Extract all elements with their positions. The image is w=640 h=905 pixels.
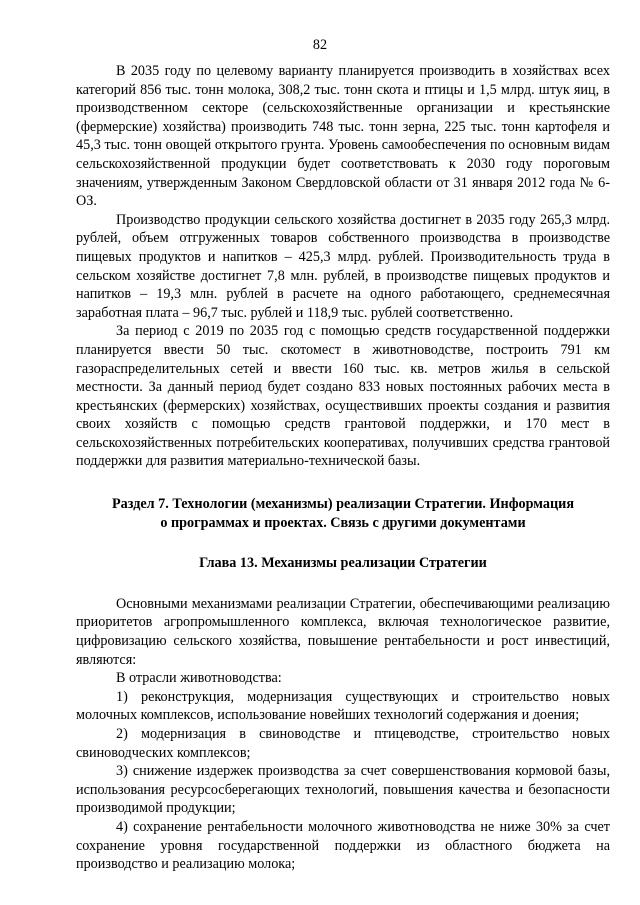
chapter-heading: Глава 13. Механизмы реализации Стратегии: [199, 555, 487, 572]
list-item-3: 3) снижение издержек производства за счет совершенствования кормовой базы, использования ресурсосберегающих технологий, повышения качества и безопасности производимой продукции;: [76, 763, 610, 817]
list-item-4: 4) сохранение рентабельности молочного животноводства не ниже 30% за счет сохранение уровня государственной поддержки из областного бюджета на производство и реализацию молока;: [76, 818, 610, 873]
page-body: [76, 62, 610, 874]
paragraph-state-support: За период с 2019 по 2035 год с помощью средств государственной поддержки планируется ввести 50 тыс. скотомест в животноводстве, построить 791 км газораспределительных сетей и ввести 160 тыс. кв. метров жилья в сельской местности. За данный период будет создано 833 новых постоянных рабочих места в крестьянских (фермерских) хозяйствах, осуществивших проекты создания и развития своих хозяйств с помощью средств грантовой поддержки, и 170 мест в сельскохозяйственных потребительских кооперативах, получивших средства грантовой поддержки для развития материально-технической базы.: [76, 323, 610, 470]
list-item-1: 1) реконструкция, модернизация существующих и строительство новых молочных комплексов, использование новейших технологий содержания и доения;: [76, 688, 610, 724]
section-heading: [76, 495, 610, 532]
section-heading-line-2: о программах и проектах. Связь с другими документами: [160, 514, 526, 531]
paragraph-mechanisms-intro: Основными механизмами реализации Стратегии, обеспечивающими реализацию приоритетов агропромышленного комплекса, включая технологическое развитие, цифровизацию сельского хозяйства, повышение рентабельности и рост инвестиций, являются:: [76, 595, 610, 668]
page-number: 82: [312, 37, 328, 53]
paragraph-livestock-heading: В отрасли животноводства:: [116, 670, 282, 687]
section-heading-line-1: Раздел 7. Технологии (механизмы) реализации Стратегии. Информация: [112, 496, 574, 513]
paragraph-production-targets: В 2035 году по целевому варианту планируется производить в хозяйствах всех категорий 856 тыс. тонн молока, 308,2 тыс. тонн скота и птицы и 1,5 млрд. штук яиц, в производственном секторе (сельскохозяйственные организации и крестьянские (фермерские) хозяйства) производить 748 тыс. тонн зерна, 225 тыс. тонн картофеля и 45,3 тыс. тонн овощей открытого грунта. Уровень самообеспечения по основным видам сельскохозяйственной продукции будет соответствовать к 2030 году пороговым значениям, утвержденным Законом Свердловской области от 31 января 2012 года № 6-ОЗ.: [76, 63, 610, 210]
list-item-2: 2) модернизация в свиноводстве и птицеводстве, строительство новых свиноводческих комплексов;: [76, 726, 610, 761]
paragraph-productivity: Производство продукции сельского хозяйства достигнет в 2035 году 265,3 млрд. рублей, объем отгруженных товаров собственного производства в производстве пищевых продуктов и напитков – 425,3 млрд. рублей. Производительность труда в сельском хозяйстве достигнет 7,8 млн. рублей, в производстве пищевых продуктов и напитков – 19,3 млн. рублей в расчете на одного работающего, среднемесячная заработная плата – 96,7 тыс. рублей и 118,9 тыс. рублей соответственно.: [76, 211, 610, 321]
